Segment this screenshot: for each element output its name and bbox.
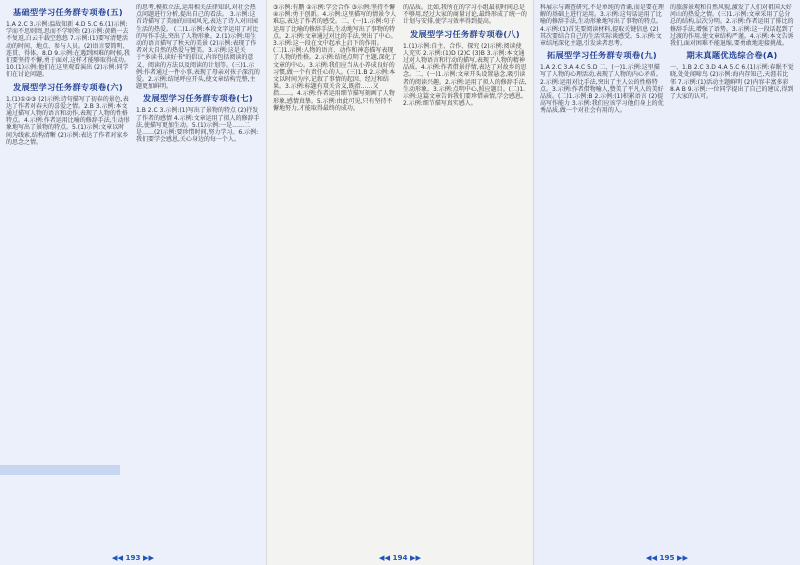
section-text: ③示例:有鹏 ②示例:学会合作 ③示例:坚持不懈 ④示例:勇于创新。4.示例:这里描写的情景令人难忘,表达了作者的感受。二、(一)1.示例:句子运用了比喻的修辞手法,生动地写出了事物的特点。2.示例:文章通过对比的手法,突出了中心。3.示例:这一段在文中起承上启下的作用。(二)1.示例:人物的语言、动作和神态描写表现了人物的性格。2.示例:结尾点明了主题,深化了文章的中心。3.示例:我们应当从小养成良好的习惯,做一个有责任心的人。(三)1.B 2.示例:本文以时间为序,记叙了事情的起因、经过和结果。3.示例:标题有双关含义,既指……又指……。4.示例:作者运用细节描写刻画了人物形象,感情真挚。5.示例:由此可见,只有坚持不懈地努力,才能取得最终的成功。	[273, 4, 397, 112]
section-text: 1.B 2.C 3.示例:(1)写出了景物的特点 (2)抒发了作者的感情 4.示例:文章运用了拟人的修辞手法,使描写更加生动。5.(1)示例:一是……二是……(2)示例:要珍惜时间,努力学习。6.示例:我们要学会感恩,关心身边的每一个人。	[136, 107, 260, 144]
section-heading: 基础型学习任务群专项卷(五)	[13, 7, 123, 17]
page-193	[0, 0, 266, 565]
page-number-footer: ◀◀ 194 ▶▶	[378, 553, 422, 562]
section-text: 的旅游景观和自然风貌,激发了人们对祖国大好河山的热爱之情。(三)1.示例:文章采用了总分总的结构,层次分明。2.示例:作者运用了排比的修辞手法,增强了语势。3.示例:这一段话起到了过渡的作用,使文章结构严谨。4.示例:本文告诉我们,面对困难不能退缩,要勇敢地迎接挑战。	[670, 4, 794, 48]
section-text: 1.(1)①②③ (2)示例:诗句描写了初春的景色,表达了作者对春天的喜爱之情。2.B 3.示例:本文通过描写人物的语言和动作,表现了人物的性格特点。4.示例:作者运用比喻的修辞手法,生动形象地写出了景物的特点。5.(1)示例:文章以时间为线索,结构清晰 (2)示例:表达了作者对家乡的思念之情。	[6, 95, 130, 146]
column-right	[136, 4, 260, 548]
section-text: 的思考,模拟立法,运用相关法律知识,对社会热点问题进行分析,提出自己的看法。 3.示例:这首诗描写了美丽的田园风光,表达了诗人对田园生活的热爱。 (二)1.示例:本段文字运用了对比的写作手法,突出了人物形象。2.(1)示例:用生动的语言描写了秋天的美景 (2)示例:表现了作者对大自然的热爱与赞美。3.示例:这是关于"多读书,读好书"的倡议,内容包括阅读的意义、阅读的方法以及阅读的计划等。(三)1.示例:作者通过一件小事,表现了母亲对孩子深沉的爱。2.示例:结尾呼应开头,使文章结构完整,主题更加鲜明。	[136, 4, 260, 91]
section-text: 1.A 2.C 3.示例:温故知新 4.D 5.C 6.(1)示例:学而不思则罔,思而不学则殆 (2)示例:黄鹤一去不复返,白云千载空悠悠 7.示例:(1)要写清楚活动的时间、地点、参与人员。(2)语言要简明、连贯、得体。8.D 9.示例:在遇到困难的时候,我们要坚持不懈,勇于面对,这样才能够取得成功。10.(1)示例:他们在这里观看演出 (2)示例:同学们在讨论问题。	[6, 21, 130, 79]
page-band	[0, 465, 120, 475]
column-left	[540, 4, 664, 548]
section-text: 一、1.B 2.C 3.D 4.A 5.C 6.(1)示例:春眠不觉晓,处处闻啼鸟 (2)示例:海内存知己,天涯若比邻 7.示例:(1)活动主题鲜明 (2)内容丰富多彩 8.A B 9.示例:一位同学提出了自己的建议,得到了大家的认可。	[670, 64, 794, 101]
page-195	[534, 0, 800, 565]
section-heading: 拓展型学习任务群专项卷(九)	[547, 50, 657, 61]
page-194	[266, 0, 534, 565]
section-heading: 发展型学习任务群专项卷(八)	[410, 28, 520, 39]
section-text: 1.(1)示例:自主、合作、探究 (2)示例:阅读使人充实 2.示例:(1)D (2)C (3)B 3.示例:本文通过对人物语言和行动的描写,表现了人物的精神品质。4.示例:作者借景抒情,表达了对故乡的思念。二、(一)1.示例:文章开头设置悬念,吸引读者的阅读兴趣。2.示例:运用了拟人的修辞手法,生动形象。3.示例:点明中心,照应题目。(二)1.示例:这篇文章告诉我们要珍惜亲情,学会感恩。2.示例:细节描写真实感人。	[403, 42, 527, 108]
page-number-footer: ◀◀ 195 ▶▶	[645, 553, 689, 562]
page-columns	[267, 0, 533, 548]
page-number: 195	[659, 553, 675, 562]
page-number: 193	[125, 553, 141, 562]
page-number-footer: ◀◀ 193 ▶▶	[111, 553, 155, 562]
section-text: 科展示与调查研究,不是单纯的背诵,而是要在理解的基础上进行运用。3.示例:这句话运用了比喻的修辞手法,生动形象地写出了事物的特点。4.示例:(1)首先要阅读材料,提取关键信息 (2)其次要结合自己的生活实际谈感受。5.示例:文章结尾深化主题,引发读者思考。	[540, 4, 664, 48]
section-heading: 期末真题优选综合卷(A)	[686, 50, 778, 61]
section-text: 的品质。比如,我所在的学习小组最初时间总是不够用,经过大家的商量讨论,最终形成了统一的计划与安排,使学习效率得到提高。	[403, 4, 527, 26]
section-text: 1.A 2.C 3.A 4.C 5.D 二、(一)1.示例:这里描写了人物的心理活动,表现了人物的内心矛盾。2.示例:运用对比手法,突出了主人公的性格特点。3.示例:作者借物喻人,赞美了平凡人的美好品质。(二)1.示例:B 2.示例:(1)积累语言 (2)提高写作能力 3.示例:我们应该学习他们身上的优秀品质,做一个对社会有用的人。	[540, 64, 664, 115]
page-columns	[534, 0, 800, 548]
page-number: 194	[392, 553, 408, 562]
column-right	[403, 4, 527, 548]
column-left	[273, 4, 397, 548]
column-right	[670, 4, 794, 548]
section-heading: 发展型学习任务群专项卷(七)	[143, 93, 253, 104]
section-heading: 发展型学习任务群专项卷(六)	[13, 81, 123, 92]
